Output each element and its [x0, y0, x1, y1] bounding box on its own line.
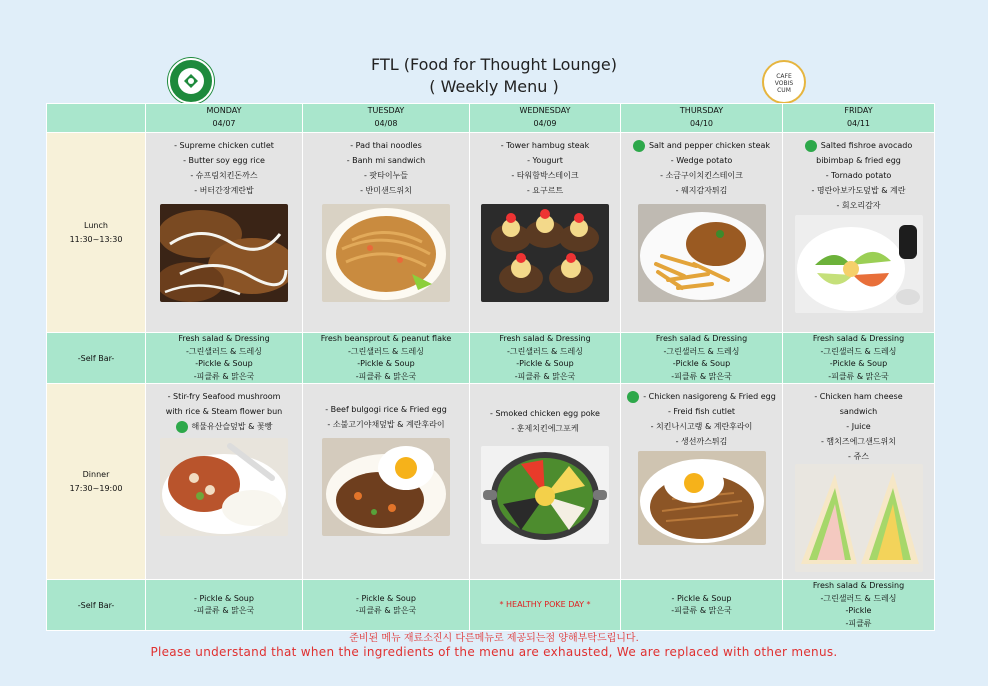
- cafe-logo-mark: [769, 71, 799, 93]
- lunch-self-bar-friday: Fresh salad & Dressing -그린샐러드 & 드레싱 -Pickle & Soup -피클류 & 맑은국: [783, 333, 935, 384]
- lunch-self-bar-tuesday: Fresh beansprout & peanut flake -그린샐러드 & 드레싱 -Pickle & Soup -피클류 & 맑은국: [303, 333, 470, 384]
- lunch-thursday: Salt and pepper chicken steak - Wedge potato - 소금구이치킨스테이크 - 웨지감자튀김: [621, 133, 783, 333]
- dinner-monday: - Stir-fry Seafood mushroom with rice & Steam flower bun 해물유산슬덮밥 & 꽃빵: [146, 384, 303, 580]
- day-header-tuesday: TUESDAY 04/08: [303, 104, 470, 133]
- lunch-self-bar-wednesday: Fresh salad & Dressing -그린샐러드 & 드레싱 -Pickle & Soup -피클류 & 맑은국: [470, 333, 621, 384]
- day-header-monday: MONDAY 04/07: [146, 104, 303, 133]
- green-badge-icon: [176, 421, 188, 433]
- dinner-friday: - Chicken ham cheese sandwich - Juice - 햄치즈에그샌드위치 - 쥬스: [783, 384, 935, 580]
- dinner-self-bar-monday: - Pickle & Soup -피클류 & 맑은국: [146, 580, 303, 631]
- avocado-bibimbap-photo: [795, 215, 923, 313]
- menu-title: [0, 54, 988, 98]
- dinner-tuesday: - Beef bulgogi rice & Fried egg - 소불고기야채덮밥 & 계란후라이: [303, 384, 470, 580]
- green-badge-icon: [633, 140, 645, 152]
- day-header-wednesday: WEDNESDAY 04/09: [470, 104, 621, 133]
- lunch-wednesday: - Tower hambug steak - Yougurt - 타워함박스테이크 - 요구르트: [470, 133, 621, 333]
- day-header-row: [47, 104, 935, 133]
- dinner-row: [47, 384, 935, 580]
- dinner-wednesday: - Smoked chicken egg poke - 훈제치킨에그포케: [470, 384, 621, 580]
- green-badge-icon: [627, 391, 639, 403]
- chicken-cutlet-photo: [160, 204, 288, 302]
- svg-text:VOBIS: VOBIS: [774, 80, 794, 87]
- lunch-self-bar-thursday: Fresh salad & Dressing -그린샐러드 & 드레싱 -Pickle & Soup -피클류 & 맑은국: [621, 333, 783, 384]
- english-notice: Please understand that when the ingredients of the menu are exhausted, We are replaced with other menus.: [150, 645, 838, 659]
- sandwich-photo: [795, 464, 923, 572]
- lunch-tuesday: - Pad thai noodles - Banh mi sandwich - 팟타이누들 - 반미샌드위치: [303, 133, 470, 333]
- lunch-self-bar-monday: Fresh salad & Dressing -그린샐러드 & 드레싱 -Pickle & Soup -피클류 & 맑은국: [146, 333, 303, 384]
- hamburg-steak-photo: [481, 204, 609, 302]
- pad-thai-photo: [322, 204, 450, 302]
- healthy-poke-day-banner: * HEALTHY POKE DAY *: [499, 599, 591, 609]
- lunch-row: [47, 133, 935, 333]
- corner-cell: [47, 104, 146, 133]
- left-logo: [168, 58, 214, 104]
- svg-text:CAFE: CAFE: [776, 73, 792, 80]
- dinner-self-bar-wednesday: [470, 580, 621, 631]
- bulgogi-rice-photo: [322, 438, 450, 536]
- dinner-self-bar-row: [47, 580, 935, 631]
- day-header-thursday: THURSDAY 04/10: [621, 104, 783, 133]
- lunch-self-bar-label: -Self Bar-: [47, 333, 146, 384]
- lunch-label: Lunch 11:30~13:30: [47, 133, 146, 333]
- title-line-1: FTL (Food for Thought Lounge): [371, 55, 617, 74]
- weekly-menu-table: [46, 103, 935, 631]
- chicken-steak-photo: [638, 204, 766, 302]
- title-line-2: ( Weekly Menu ): [429, 77, 559, 96]
- lunch-monday: - Supreme chicken cutlet - Butter soy egg rice - 슈프림치킨돈까스 - 버터간장계란밥: [146, 133, 303, 333]
- korean-notice: 준비된 메뉴 재료소진시 다른메뉴로 제공되는점 양해부탁드립니다.: [349, 633, 639, 644]
- dinner-label: Dinner 17:30~19:00: [47, 384, 146, 580]
- seafood-rice-photo: [160, 438, 288, 536]
- dinner-self-bar-thursday: - Pickle & Soup -피클류 & 맑은국: [621, 580, 783, 631]
- lunch-self-bar-row: [47, 333, 935, 384]
- dinner-self-bar-tuesday: - Pickle & Soup -피클류 & 맑은국: [303, 580, 470, 631]
- poke-bowl-photo: [481, 446, 609, 544]
- green-badge-icon: [805, 140, 817, 152]
- dinner-thursday: - Chicken nasigoreng & Fried egg - Freid fish cutlet - 치킨나시고랭 & 계란후라이 - 생선까스튀김: [621, 384, 783, 580]
- dinner-self-bar-label: -Self Bar-: [47, 580, 146, 631]
- left-logo-emblem: [178, 68, 204, 94]
- svg-text:CUM: CUM: [777, 87, 791, 93]
- nasigoreng-photo: [638, 451, 766, 545]
- day-header-friday: FRIDAY 04/11: [783, 104, 935, 133]
- dinner-self-bar-friday: Fresh salad & Dressing -그린샐러드 & 드레싱 -Pickle -피클류: [783, 580, 935, 631]
- lunch-friday: Salted fishroe avocado bibimbap & fried egg - Tornado potato - 명란아보카도덮밥 & 계란 - 회오리감자: [783, 133, 935, 333]
- cafe-logo: [762, 60, 806, 104]
